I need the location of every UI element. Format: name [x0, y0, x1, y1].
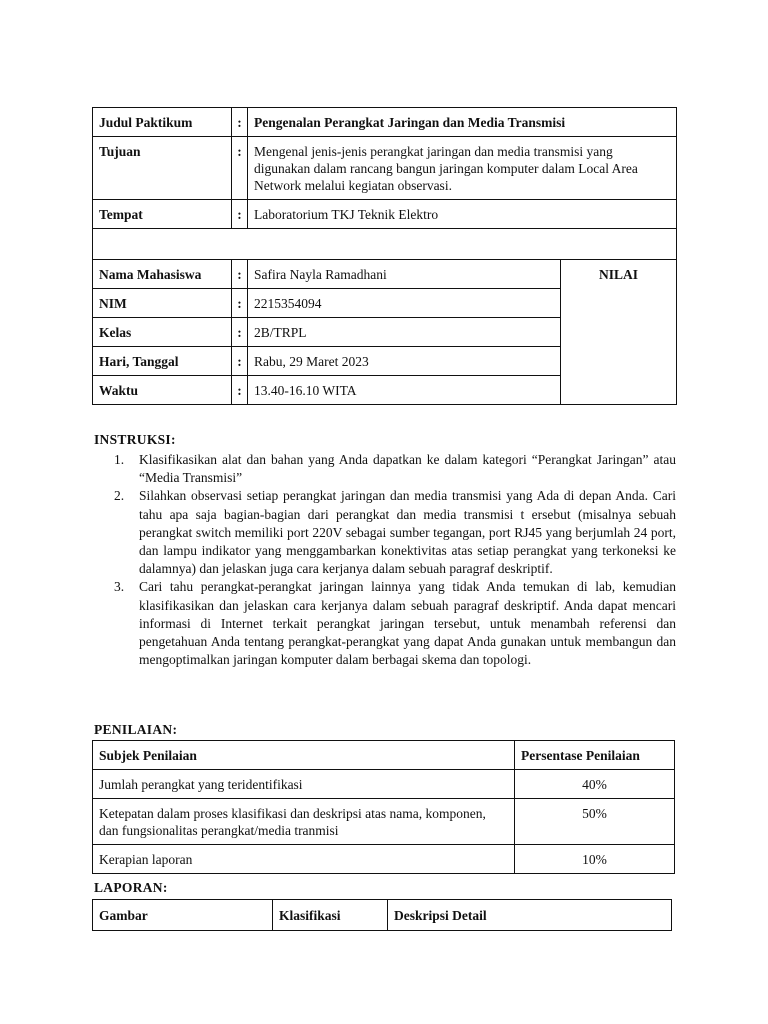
label-hari: Hari, Tanggal: [93, 347, 232, 376]
row-tujuan: [93, 137, 677, 200]
label-nama: Nama Mahasiswa: [93, 260, 232, 289]
row-judul: [93, 108, 677, 137]
list-text: Silahkan observasi setiap perangkat jaringan dan media transmisi yang Ada di depan Anda. Cari tahu apa saja bagian-bagian dari perangkat dan media transmisi t ersebut (misalnya sebuah perangkat switch memiliki port 220V sebagai sumber tegangan, port RJ45 yang berjumlah 24 port, dan lampu indikator yang menggambarkan konektivitas atas setiap perangkat yang terkoneksi ke dalamnya) dan jelaskan juga cara kerjanya dalam sebuah paragraf deskriptif.: [139, 488, 676, 577]
table-header-row: [93, 900, 672, 931]
table-header-row: [93, 741, 675, 770]
column-header: Subjek Penilaian: [93, 741, 515, 770]
list-number: 2.: [114, 488, 125, 504]
percent-cell: 10%: [515, 845, 675, 874]
value-judul: Pengenalan Perangkat Jaringan dan Media Transmisi: [248, 108, 677, 137]
colon: :: [232, 376, 248, 405]
colon: :: [232, 108, 248, 137]
list-text: Cari tahu perangkat-perangkat jaringan lainnya yang tidak Anda temukan di lab, kemudian klasifikasikan dan jelaskan cara kerjanya dalam sebuah paragraf deskriptif. Anda dapat mencari informasi di Internet terkait perangkat jaringan tersebut, untuk menambah referensi dan pengetahuan Anda tentang perangkat-perangkat yang dapat Anda gunakan untuk membangun dan mengoptimalkan jaringan komputer dalam berbagai skema dan topologi.: [139, 579, 676, 668]
colon: :: [232, 200, 248, 229]
value-nama: Safira Nayla Ramadhani: [248, 260, 561, 289]
spacer-row: [93, 229, 677, 260]
laporan-table: [92, 899, 672, 931]
label-nim: NIM: [93, 289, 232, 318]
percent-cell: 50%: [515, 799, 675, 845]
column-header: Persentase Penilaian: [515, 741, 675, 770]
table-row: [93, 845, 675, 874]
colon: :: [232, 347, 248, 376]
table-row: [93, 770, 675, 799]
instruksi-heading: INSTRUKSI:: [94, 432, 176, 447]
row-tempat: [93, 200, 677, 229]
label-tujuan: Tujuan: [93, 137, 232, 200]
value-nim: 2215354094: [248, 289, 561, 318]
label-waktu: Waktu: [93, 376, 232, 405]
colon: :: [232, 318, 248, 347]
list-number: 3.: [114, 579, 125, 595]
subject-cell: Ketepatan dalam proses klasifikasi dan deskripsi atas nama, komponen, dan fungsionalitas perangkat/media tranmisi: [93, 799, 515, 845]
column-header: Klasifikasi: [273, 900, 388, 931]
list-item: [94, 578, 676, 669]
list-number: 1.: [114, 452, 125, 467]
header-table: [92, 107, 677, 405]
list-item: [94, 487, 676, 578]
percent-cell: 40%: [515, 770, 675, 799]
value-hari: Rabu, 29 Maret 2023: [248, 347, 561, 376]
column-header: Gambar: [93, 900, 273, 931]
list-text: Klasifikasikan alat dan bahan yang Anda dapatkan ke dalam kategori “Perangkat Jaringan” atau “Media Transmisi”: [139, 452, 676, 486]
empty-cell: [93, 229, 677, 260]
row-nama: [93, 260, 677, 289]
list-item: [94, 451, 676, 487]
value-tujuan: Mengenal jenis-jenis perangkat jaringan dan media transmisi yang digunakan dalam rancang bangun jaringan komputer dalam Local Area Network melalui kegiatan observasi.: [248, 137, 677, 200]
column-header: Deskripsi Detail: [388, 900, 672, 931]
label-kelas: Kelas: [93, 318, 232, 347]
penilaian-table: [92, 740, 675, 874]
value-waktu: 13.40-16.10 WITA: [248, 376, 561, 405]
nilai-cell: NILAI: [561, 260, 677, 405]
penilaian-heading: PENILAIAN:: [94, 722, 178, 737]
subject-cell: Jumlah perangkat yang teridentifikasi: [93, 770, 515, 799]
label-tempat: Tempat: [93, 200, 232, 229]
table-row: [93, 799, 675, 845]
colon: :: [232, 137, 248, 200]
laporan-heading: LAPORAN:: [94, 880, 168, 895]
label-judul: Judul Paktikum: [93, 108, 232, 137]
value-kelas: 2B/TRPL: [248, 318, 561, 347]
subject-cell: Kerapian laporan: [93, 845, 515, 874]
instruksi-list: [94, 451, 676, 669]
colon: :: [232, 260, 248, 289]
value-tempat: Laboratorium TKJ Teknik Elektro: [248, 200, 677, 229]
colon: :: [232, 289, 248, 318]
